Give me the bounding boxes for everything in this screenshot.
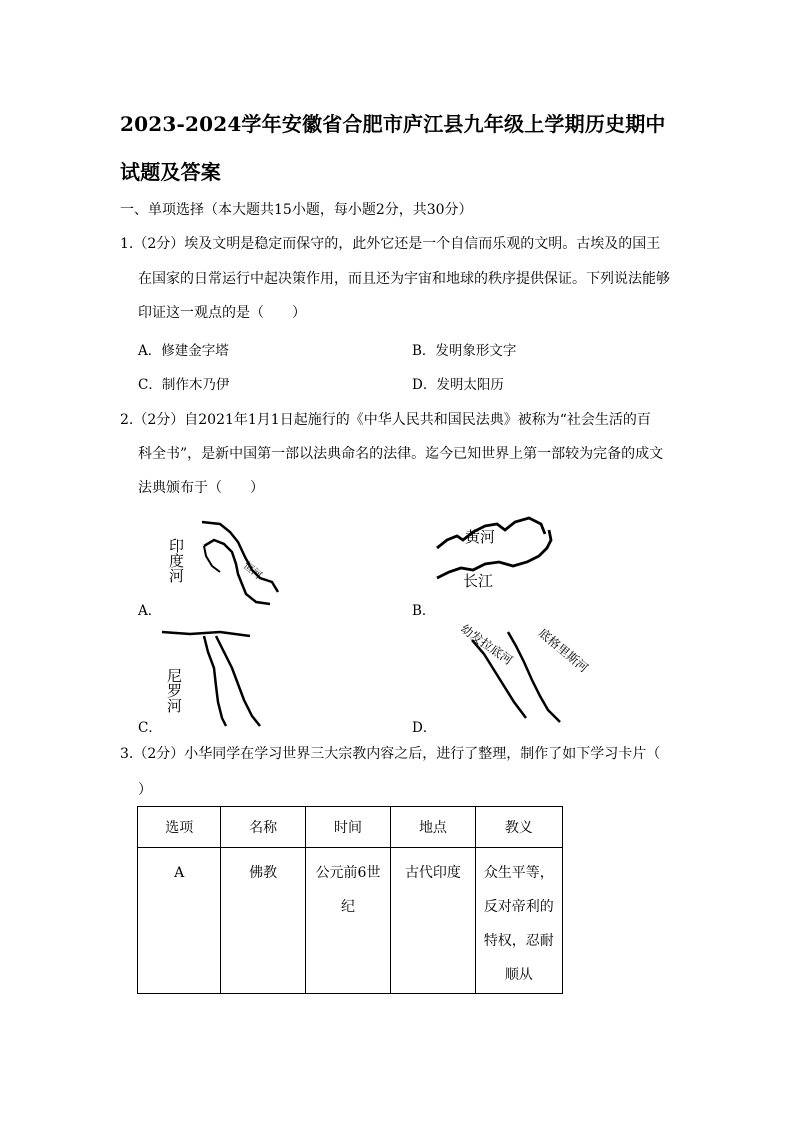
q1-stem-line1: 1.（2分）埃及文明是稳定而保守的，此外它还是一个自信而乐观的文明。古埃及的国王	[120, 236, 661, 252]
q2-option-b: B．	[412, 603, 436, 619]
cell-doctrine	[475, 848, 562, 994]
q2-stem-line1: 2.（2分）自2021年1月1日起施行的《中华人民共和国民法典》被称为“社会生活的百	[120, 412, 651, 428]
doc-title-line2: 试题及答案	[120, 160, 221, 184]
q2-stem-line2: 科全书”，是新中国第一部以法典命名的法律。迄今已知世界上第一部较为完备的成文	[138, 446, 664, 462]
map-mesopotamia	[432, 621, 591, 731]
cell-option: A	[138, 848, 221, 994]
header-name: 名称	[221, 807, 305, 848]
map-a-label-2: 恒河	[240, 560, 264, 582]
cell-name: 佛教	[221, 848, 305, 994]
map-c-label: 尼罗河	[165, 668, 183, 713]
q1-option-d: D．发明太阳历	[412, 377, 504, 393]
map-d-label-left: 幼发拉底河	[457, 621, 516, 668]
table-row	[138, 848, 563, 994]
cell-time	[305, 848, 390, 994]
map-a-label-1: 印度河	[167, 538, 185, 583]
map-b-label-top: 黄河	[465, 528, 496, 546]
q1-option-b: B．发明象形文字	[412, 343, 517, 359]
map-b-label-bottom: 长江	[463, 572, 494, 590]
map-nile	[160, 628, 270, 728]
q3-stem-line2: ）	[138, 782, 152, 798]
q1-option-a: A．修建金字塔	[138, 343, 229, 359]
table-header-row	[138, 807, 563, 848]
q3-stem-line1: 3.（2分）小华同学在学习世界三大宗教内容之后，进行了整理，制作了如下学习卡片（	[120, 746, 661, 762]
q1-option-c: C．制作木乃伊	[138, 377, 230, 393]
header-place: 地点	[391, 807, 475, 848]
q1-stem-line2: 在国家的日常运行中起决策作用，而且还为宇宙和地球的秩序提供保证。下列说法能够	[138, 271, 670, 287]
religion-card-table	[137, 806, 563, 994]
q1-stem-line3: 印证这一观点的是（ ）	[138, 305, 306, 321]
q2-option-a: A．	[138, 603, 162, 619]
header-option: 选项	[138, 807, 221, 848]
map-d-label-right: 底格里斯河	[535, 625, 591, 676]
q2-option-d: D．	[412, 720, 437, 736]
section-header: 一、单项选择（本大题共15小题，每小题2分，共30分）	[120, 202, 473, 218]
map-yellow-yangtze	[433, 512, 558, 592]
header-time: 时间	[305, 807, 390, 848]
q2-stem-line3: 法典颁布于（ ）	[138, 480, 264, 496]
doc-title-line1: 2023-2024学年安徽省合肥市庐江县九年级上学期历史期中	[120, 112, 666, 136]
q2-option-c: C．	[138, 720, 162, 736]
map-indus-ganges	[160, 512, 285, 607]
cell-place: 古代印度	[391, 848, 475, 994]
header-doctrine: 教义	[475, 807, 562, 848]
cell-doctrine-text: 众生平等，反对帝利的特权，忍耐顺从	[483, 865, 554, 983]
cell-time-text: 公元前6世纪	[315, 865, 381, 915]
